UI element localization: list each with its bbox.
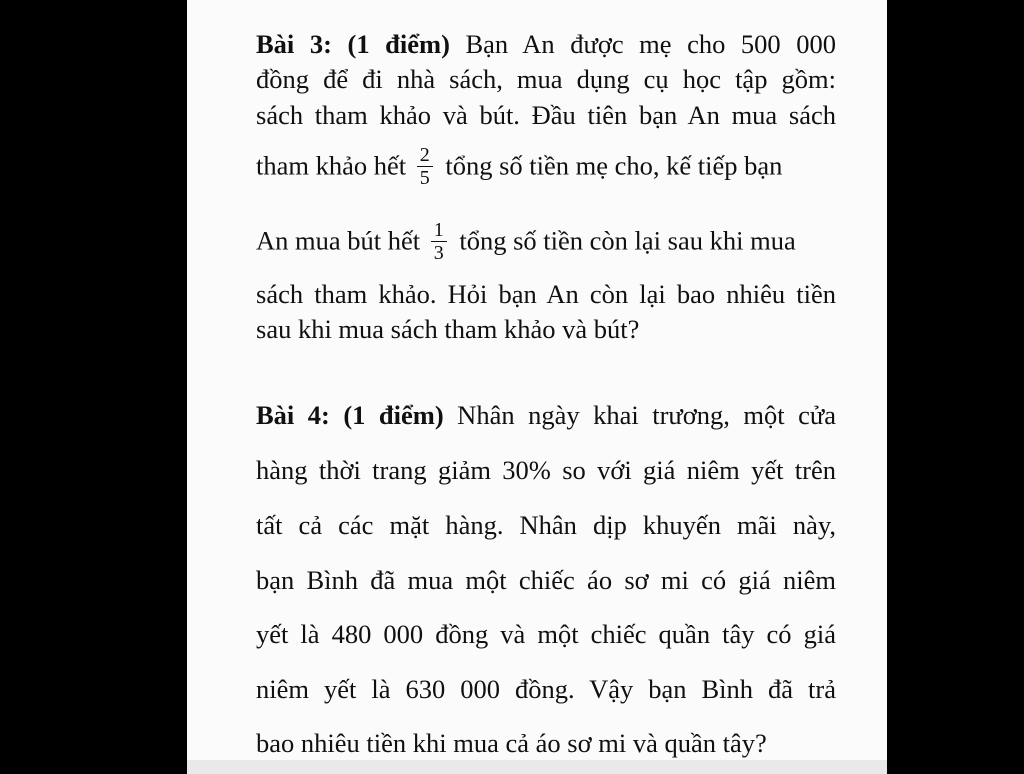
fraction-one-third xyxy=(431,219,447,264)
problem-4-text: Nhân ngày khai trương, một cửa xyxy=(443,400,836,430)
problem-3-line-3: sách tham khảo và bút. Đầu tiên bạn An mua sách xyxy=(256,100,836,130)
problem-3-heading: Bài 3: (1 điểm) xyxy=(256,29,450,59)
fraction-denominator: 3 xyxy=(433,242,444,264)
problem-4-line-4: bạn Bình đã mua một chiếc áo sơ mi có giá niêm xyxy=(256,565,836,595)
problem-4-line-3: tất cả các mặt hàng. Nhân dịp khuyến mãi này, xyxy=(256,510,836,540)
problem-3-line-7: sau khi mua sách tham khảo và bút? xyxy=(256,314,640,344)
problem-3-line-5 xyxy=(256,221,836,266)
problem-4-line-2: hàng thời trang giảm 30% so với giá niêm yết trên xyxy=(256,455,836,485)
problem-4-line-7: bao nhiêu tiền khi mua cả áo sơ mi và quần tây? xyxy=(256,728,767,758)
problem-4-line-6: niêm yết là 630 000 đồng. Vậy bạn Bình đã trả xyxy=(256,674,836,704)
fraction-numerator: 1 xyxy=(431,219,447,242)
problem-3-text: Bạn An được mẹ cho 500 000 xyxy=(449,29,837,59)
problem-3-line-4 xyxy=(256,146,836,191)
problem-4-line-5: yết là 480 000 đồng và một chiếc quần tây có giá xyxy=(256,619,836,649)
fraction-denominator: 5 xyxy=(419,167,430,189)
problem-3-line-6: sách tham khảo. Hỏi bạn An còn lại bao nhiêu tiền xyxy=(256,279,836,309)
problem-3-text: tổng số tiền còn lại sau khi mua xyxy=(459,225,796,256)
fraction-two-fifths xyxy=(417,144,433,189)
problem-3-line-2: đồng để đi nhà sách, mua dụng cụ học tập gồm: xyxy=(256,64,836,94)
problem-4-heading: Bài 4: (1 điểm) xyxy=(256,400,444,430)
problem-3-text: An mua bút hết xyxy=(256,225,421,256)
problem-3-text: tổng số tiền mẹ cho, kế tiếp bạn xyxy=(445,150,783,181)
problem-3-text: tham khảo hết xyxy=(256,150,407,181)
problem-4-line-1 xyxy=(256,398,836,432)
problem-3-line-1 xyxy=(256,27,836,61)
fraction-numerator: 2 xyxy=(417,144,433,167)
horizontal-scrollbar[interactable] xyxy=(187,760,887,774)
